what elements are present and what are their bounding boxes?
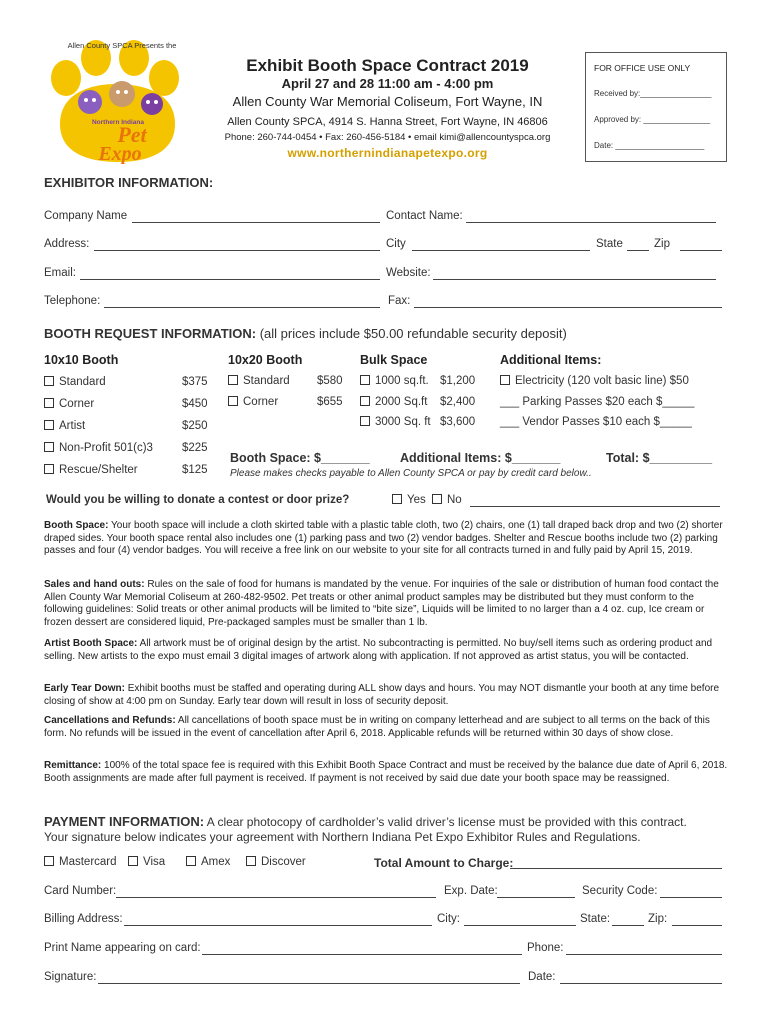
checkbox[interactable]: [360, 375, 370, 385]
checkbox[interactable]: [128, 856, 138, 866]
terms-sales: Sales and hand outs: Rules on the sale of food for humans is mandated by the venue. For inquiries of the sale or distribution of human food contact the Allen County War Memorial Coliseum at 260-482-9502. Pet treats or other animal product samples may be distributed but they must conform to the following guidelines: Solid treats or other animal products will be limited to “bite size”, Liquids will be limited to no larger than a 4 oz. cup, Ice cream or frozen dessert are considered liquid, Pre-packaged samples must be smaller than 1 lb.: [44, 579, 719, 628]
logo-brand-pet: Pet: [117, 122, 147, 147]
price-10x10-rescue: $125: [182, 464, 208, 476]
checkbox[interactable]: [44, 856, 54, 866]
phone-label: Phone:: [527, 942, 564, 954]
office-heading: FOR OFFICE USE ONLY: [594, 63, 691, 73]
donate-no[interactable]: No: [432, 494, 462, 506]
billing-city-label: City:: [437, 913, 460, 925]
logo-arc-text: Allen County SPCA Presents the: [67, 41, 177, 50]
address-label: Address:: [44, 238, 90, 250]
card-mastercard[interactable]: Mastercard: [44, 856, 117, 868]
checkbox[interactable]: [228, 375, 238, 385]
print-name-field[interactable]: [202, 954, 522, 955]
signature-date-field[interactable]: [560, 983, 722, 984]
state-label: State: [596, 238, 623, 250]
billing-zip-field[interactable]: [672, 925, 722, 926]
price-10x10-corner: $450: [182, 398, 208, 410]
price-10x10-standard: $375: [182, 376, 208, 388]
price-10x10-artist: $250: [182, 420, 208, 432]
option-10x10-corner[interactable]: Corner: [44, 398, 94, 410]
page-title: Exhibit Booth Space Contract 2019: [246, 56, 529, 75]
logo-brand-top: Northern Indiana: [91, 119, 145, 126]
website-field[interactable]: [433, 279, 716, 280]
logo-brand-expo: Expo: [98, 143, 142, 164]
terms-booth-space: Booth Space: Your booth space will include a cloth skirted table with a plastic table cloth, two (2) chairs, one (1) tall draped back drop and two (2) shorter draped sides. Your booth space rental also includes one (1) parking pass and two (2) vendor badges. Shelter and Rescue booths include two (2) parking passes and four (4) vendor badges. You will receive a free link on our website to your site for all contracts turned in and fully paid by April 15, 2019.: [44, 520, 723, 556]
fax-label: Fax:: [388, 295, 411, 307]
terms-cancellations: Cancellations and Refunds: All cancellations of booth space must be in writing on company letterhead and are subject to all terms on the back of this form. No refunds will be issued in the event of cancellation after April 6, 2018. Applicable refunds will be returned within 30 days of show close.: [44, 715, 710, 739]
total-charge-label: Total Amount to Charge:: [374, 856, 514, 870]
billing-state-field[interactable]: [612, 925, 644, 926]
price-10x20-standard: $580: [317, 375, 343, 387]
signature-label: Signature:: [44, 971, 97, 983]
city-label: City: [386, 238, 406, 250]
state-field[interactable]: [627, 250, 649, 251]
checkbox[interactable]: [44, 464, 54, 474]
terms-remittance: Remittance: 100% of the total space fee is required with this Exhibit Booth Space Contract and must be received by the balance due date of April 6, 2018. Booth assignments are made after full payment is received. If payment is not received by said due date your booth space may be reassigned.: [44, 760, 728, 784]
col1-title: 10x10 Booth: [44, 353, 119, 367]
parking-passes-field[interactable]: ___ Parking Passes $20 each $_____: [500, 396, 695, 408]
col3-title: Bulk Space: [360, 353, 428, 367]
zip-label: Zip: [654, 238, 670, 250]
billing-city-field[interactable]: [464, 925, 576, 926]
option-bulk-2000[interactable]: 2000 Sq.ft: [360, 396, 427, 408]
org-contact: Phone: 260-744-0454 • Fax: 260-456-5184 • email kimi@allencountyspca.org: [224, 132, 551, 143]
card-number-field[interactable]: [116, 897, 436, 898]
checkbox[interactable]: [246, 856, 256, 866]
booth-heading-row: [44, 326, 567, 341]
office-date[interactable]: Date: ____________________: [594, 141, 705, 150]
org-address: Allen County SPCA, 4914 S. Hanna Street, Fort Wayne, IN 46806: [227, 116, 548, 128]
total-field[interactable]: Total: $_________: [606, 451, 713, 465]
checkbox[interactable]: [432, 494, 442, 504]
pet-expo-logo: [40, 36, 200, 164]
billing-zip-label: Zip:: [648, 913, 668, 925]
checks-note: Please makes checks payable to Allen County SPCA or pay by credit card below..: [230, 468, 592, 479]
checkbox[interactable]: [44, 442, 54, 452]
billing-address-field[interactable]: [124, 925, 432, 926]
address-field[interactable]: [94, 250, 380, 251]
option-10x20-standard[interactable]: Standard: [228, 375, 290, 387]
option-bulk-1000[interactable]: 1000 sq.ft.: [360, 375, 429, 387]
option-10x10-rescue[interactable]: Rescue/Shelter: [44, 464, 138, 476]
total-booth-field[interactable]: Booth Space: $_______: [230, 451, 370, 465]
terms-artist: Artist Booth Space: All artwork must be of original design by the artist. No subcontracting is permitted. No buy/sell items such as ordering product and selling. New artists to the expo must email 3 digital images of artwork along with application. If not approved as artist status, you will be contacted.: [44, 638, 713, 662]
price-10x20-corner: $655: [317, 396, 343, 408]
company-name-field[interactable]: [132, 222, 380, 223]
option-10x10-standard[interactable]: Standard: [44, 376, 106, 388]
exhibitor-heading: EXHIBITOR INFORMATION:: [44, 175, 214, 190]
price-bulk-2000: $2,400: [440, 396, 476, 408]
company-name-label: Company Name: [44, 210, 128, 222]
donate-details-field[interactable]: [470, 506, 720, 507]
website-link[interactable]: www.northernindianapetexpo.org: [287, 146, 488, 160]
vendor-passes-field[interactable]: ___ Vendor Passes $10 each $_____: [500, 416, 692, 428]
option-10x20-corner[interactable]: Corner: [228, 396, 278, 408]
donate-yes[interactable]: Yes: [392, 494, 426, 506]
option-electricity[interactable]: Electricity (120 volt basic line) $50: [500, 375, 689, 387]
col4-title: Additional Items:: [500, 353, 602, 367]
terms-tear-down: Early Tear Down: Exhibit booths must be staffed and operating during ALL show days and hours. You may NOT dismantle your booth at any time before closing of show at 4:00 pm on Sunday. Early tear down will result in loss of security deposit.: [44, 683, 720, 707]
price-bulk-1000: $1,200: [440, 375, 476, 387]
office-received[interactable]: Received by:________________: [594, 89, 712, 98]
price-bulk-3000: $3,600: [440, 416, 476, 428]
checkbox[interactable]: [228, 396, 238, 406]
donate-question: Would you be willing to donate a contest or door prize?: [46, 494, 350, 506]
total-charge-field[interactable]: [510, 868, 722, 869]
office-use-box: [585, 52, 727, 162]
signature-field[interactable]: [98, 983, 520, 984]
website-label: Website:: [386, 267, 431, 279]
exp-date-field[interactable]: [497, 897, 575, 898]
telephone-label: Telephone:: [44, 295, 101, 307]
email-label: Email:: [44, 267, 76, 279]
payment-heading-row: [44, 814, 734, 829]
print-name-label: Print Name appearing on card:: [44, 942, 201, 954]
card-number-label: Card Number:: [44, 885, 117, 897]
checkbox[interactable]: [360, 416, 370, 426]
office-approved[interactable]: Approved by: _______________: [594, 115, 711, 124]
checkbox[interactable]: [44, 398, 54, 408]
payment-line2: Your signature below indicates your agreement with Northern Indiana Pet Expo Exhibitor Rules and Regulations.: [44, 830, 641, 844]
checkbox[interactable]: [500, 375, 510, 385]
booth-heading: BOOTH REQUEST INFORMATION:: [44, 326, 257, 341]
event-date: April 27 and 28 11:00 am - 4:00 pm: [281, 76, 494, 91]
checkbox[interactable]: [186, 856, 196, 866]
card-visa[interactable]: Visa: [128, 856, 165, 868]
phone-field[interactable]: [566, 954, 722, 955]
option-bulk-3000[interactable]: 3000 Sq. ft: [360, 416, 431, 428]
total-additional-field[interactable]: Additional Items: $_______: [400, 451, 561, 465]
contact-name-label: Contact Name:: [386, 210, 463, 222]
option-10x10-nonprofit[interactable]: Non-Profit 501(c)3: [44, 442, 153, 454]
exp-date-label: Exp. Date:: [444, 885, 498, 897]
security-code-field[interactable]: [660, 897, 722, 898]
card-amex[interactable]: Amex: [186, 856, 230, 868]
checkbox[interactable]: [360, 396, 370, 406]
checkbox[interactable]: [44, 376, 54, 386]
option-10x10-artist[interactable]: Artist: [44, 420, 85, 432]
fax-field[interactable]: [414, 307, 722, 308]
zip-field[interactable]: [680, 250, 722, 251]
telephone-field[interactable]: [104, 307, 380, 308]
billing-address-label: Billing Address:: [44, 913, 123, 925]
col2-title: 10x20 Booth: [228, 353, 303, 367]
security-code-label: Security Code:: [582, 885, 658, 897]
event-venue: Allen County War Memorial Coliseum, Fort Wayne, IN: [232, 94, 543, 109]
payment-heading: PAYMENT INFORMATION:: [44, 814, 205, 829]
booth-heading-note: (all prices include $50.00 refundable security deposit): [259, 326, 567, 341]
signature-date-label: Date:: [528, 971, 556, 983]
card-discover[interactable]: Discover: [246, 856, 306, 868]
checkbox[interactable]: [44, 420, 54, 430]
contact-name-field[interactable]: [466, 222, 716, 223]
billing-state-label: State:: [580, 913, 611, 925]
checkbox[interactable]: [392, 494, 402, 504]
price-10x10-nonprofit: $225: [182, 442, 208, 454]
city-field[interactable]: [412, 250, 590, 251]
email-field[interactable]: [80, 279, 380, 280]
payment-line1: A clear photocopy of cardholder’s valid driver’s license must be provided with this contract.: [204, 815, 687, 829]
